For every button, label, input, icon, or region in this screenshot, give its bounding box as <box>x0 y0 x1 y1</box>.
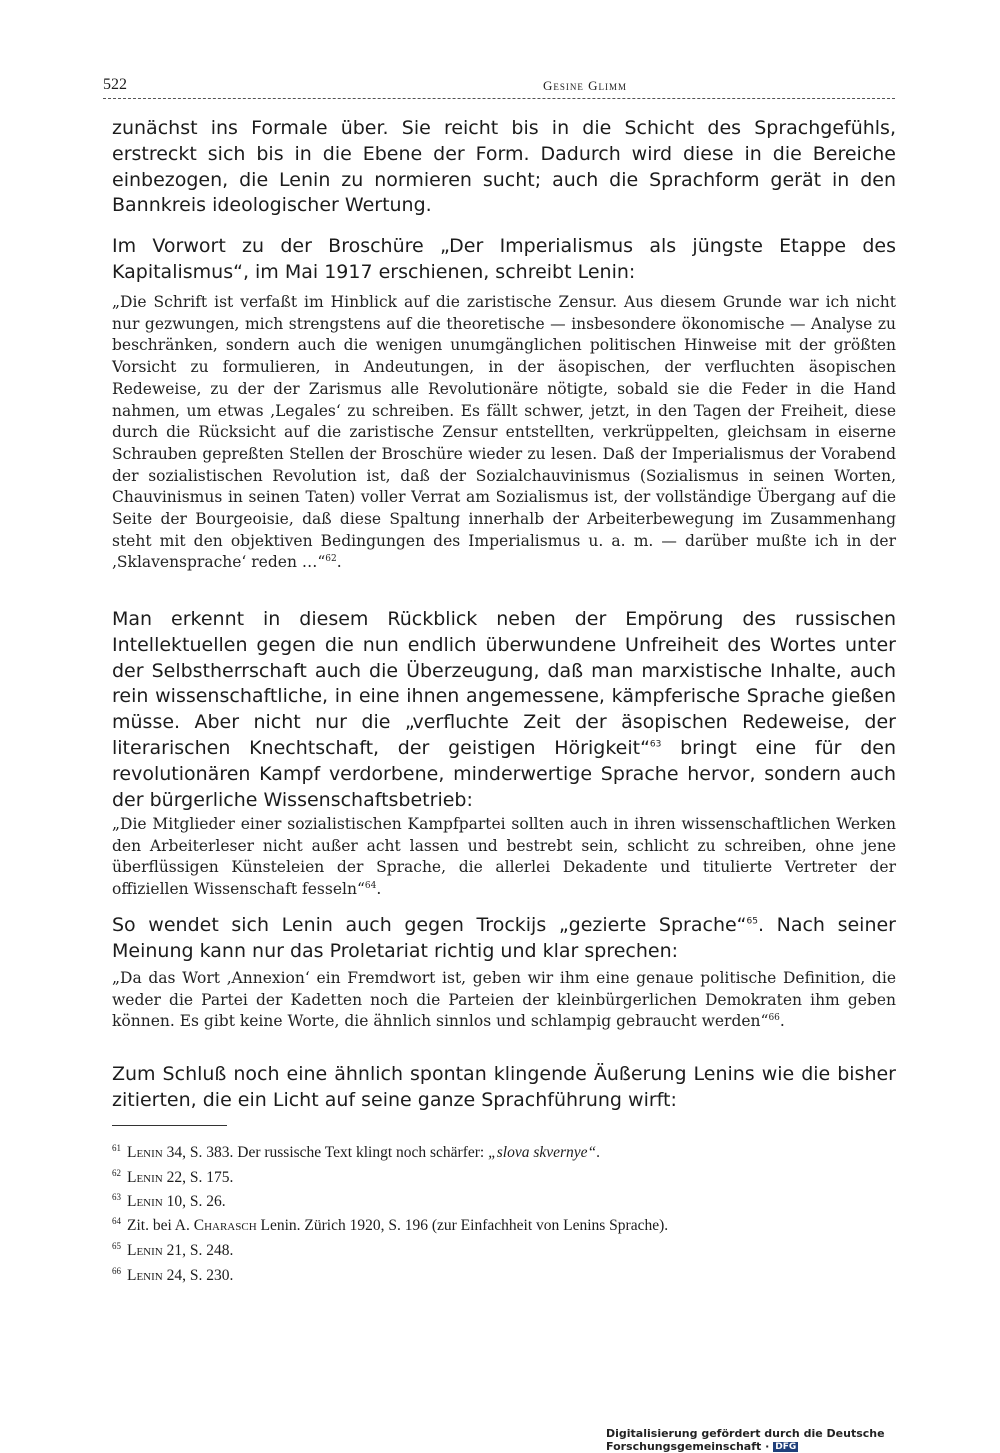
quote-3-text: „Da das Wort ‚Annexion‘ ein Fremdwort ist, geben wir ihm eine genaue politische Definition, die weder die Partei der Kadetten noch die Parteien der kleinbürgerlichen Demokraten ihm geben können. Es gibt keine Worte, die ähnlich sinnlos und schlampig gebraucht werden“ <box>112 969 896 1031</box>
paragraph-4-text-a: So wendet sich Lenin auch gegen Trockijs „gezierte Sprache“ <box>112 914 747 936</box>
credit-text: Digitalisierung gefördert durch die Deutsche Forschungsgemeinschaft · <box>606 1427 885 1453</box>
footnote-61 <box>112 1138 896 1163</box>
footnote-text: 22, S. 175. <box>162 1169 234 1187</box>
footnote-ref-62: 62 <box>325 554 337 565</box>
paragraph-3-text-a: Man erkennt in diesem Rückblick neben der Empörung des russischen Intellektuellen gegen die nun endlich überwundene Unfreiheit des Wortes unter der Selbstherrschaft auch die Überzeugung, daß man marxistische Inhalte, auch rein wissenschaftliche, in eine ihnen angemessene, kämpferische Sprache gießen müsse. Aber nicht nur die „verfluchte Zeit der äsopischen Redeweise, der literarischen Knechtschaft, der geistigen Hörigkeit“ <box>112 608 896 759</box>
footnote-ref-65: 65 <box>746 916 758 927</box>
paragraph-5: Zum Schluß noch eine ähnlich spontan klingende Äußerung Lenins wie die bisher zitierten, die ein Licht auf seine ganze Sprachführung wirft: <box>112 1063 896 1111</box>
footnote-text: 10, S. 26. <box>162 1193 226 1211</box>
footnote-author: Lenin <box>127 1169 163 1187</box>
footnote-62 <box>112 1163 896 1188</box>
footnote-64 <box>112 1211 896 1236</box>
footnote-number: 62 <box>112 1168 121 1178</box>
paragraph-4 <box>112 913 896 965</box>
quote-2: „Die Mitglieder einer sozialistischen Kampfpartei sollten auch in ihren wissenschaftlichen Werken den Arbeiterleser nicht außer acht lassen und bestrebt sein, schlicht zu schreiben, ohne jene überflüssigen Künsteleien der Sprache, die allerlei Dekadente und titulierte Vertreter der offiziellen Wissenschaft fesseln“$^{64}$. <box>112 815 896 899</box>
quote-2-text: „Die Mitglieder einer sozialistischen Kampfpartei sollten auch in ihren wissenschaftlichen Werken den Arbeiterleser nicht außer acht lassen und bestrebt sein, schlicht zu schreiben, ohne jene überflüssigen Künsteleien der Sprache, die allerlei Dekadente und titulierte Vertreter der offiziellen Wissenschaft fesseln“ <box>112 815 896 899</box>
running-head: Gesine Glimm <box>543 78 628 93</box>
paragraph-3 <box>112 607 896 813</box>
page-header <box>103 76 895 100</box>
page-number: 522 <box>103 76 127 93</box>
footnote-text: 34, S. 383. Der russische Text klingt noch schärfer: <box>162 1144 489 1162</box>
footnote-tail: . <box>596 1144 601 1162</box>
footnote-66 <box>112 1261 896 1286</box>
footnote-text: Lenin. Zürich 1920, S. 196 (zur Einfachheit von Lenins Sprache). <box>256 1217 669 1235</box>
footnote-author: Lenin <box>127 1144 163 1162</box>
quote-3: „Da das Wort ‚Annexion‘ ein Fremdwort ist, geben wir ihm eine genaue politische Definition, die weder die Partei der Kadetten noch die Parteien der kleinbürgerlichen Demokraten ihm geben können. Es gibt keine Worte, die ähnlich sinnlos und schlampig gebraucht werden“$^{66}$. <box>112 969 896 1031</box>
digitization-credit <box>606 1427 1000 1453</box>
footnote-ref-63: 63 <box>649 739 662 750</box>
footnote-ref-64: 64 <box>364 880 377 891</box>
footnote-author: Lenin <box>127 1193 163 1211</box>
quote-1: „Die Schrift ist verfaßt im Hinblick auf die zaristische Zensur. Aus diesem Grunde war ich nicht nur gezwungen, mich strengstens auf die theoretische — insbesondere ökonomische — Analyse zu beschränken, sondern auch die wenigen unumgänglichen politischen Hinweise mit der größten Vorsicht zu formulieren, in Andeutungen, in der äsopischen, der verfluchten äsopischen Redeweise, zu der der Zarismus alle Revolutionäre nötigte, sobald sie die Feder in die Hand nahmen, um etwas ‚Legales‘ zu schreiben. Es fällt schwer, jetzt, in den Tagen der Freiheit, diese durch die Rücksicht auf die zaristische Zensur entstellten, verkrüppelten, gleichsam in eiserne Schrauben gepreßten Stellen der Broschüre wieder zu lesen. Daß der Imperialismus der Vorabend der sozialistischen Revolution ist, daß der Sozialchauvinismus (Sozialismus in seinen Worten, Chauvinismus in seinen Taten) voller Verrat am Sozialismus ist, der vollständige Übergang auf die Seite der Bourgeoisie, daß diese Spaltung innerhalb der Arbeiterbewegung im Zusammenhang steht mit den objektiven Bedingungen des Imperialismus u. a. m. — darüber mußte ich in der ‚Sklavensprache‘ reden …“$^{62}$. <box>112 293 896 572</box>
footnote-ref-66: 66 <box>768 1013 780 1024</box>
dfg-logo: DFG <box>775 1442 797 1452</box>
paragraph-4-text-b: . Nach seiner Meinung kann nur das Proletariat richtig und klar sprechen: <box>112 914 896 962</box>
header-rule <box>103 98 895 99</box>
footnote-number: 65 <box>112 1241 121 1251</box>
footnote-author: Lenin <box>127 1267 163 1285</box>
footnote-number: 66 <box>112 1266 121 1276</box>
footnote-65 <box>112 1236 896 1261</box>
footnote-number: 61 <box>112 1143 121 1153</box>
footnote-author: Charasch <box>193 1217 257 1235</box>
paragraph-1: zunächst ins Formale über. Sie reicht bis in die Schicht des Sprachgefühls, erstreckt sich bis in die Ebene der Form. Dadurch wird diese in die Bereiche einbezogen, die Lenin zu normieren sucht; auch die Sprachform gerät in den Bannkreis ideologischer Wertung. <box>112 117 896 217</box>
footnote-text: 21, S. 248. <box>162 1242 234 1260</box>
footnote-prefix: Zit. bei A. <box>127 1217 194 1235</box>
footnote-number: 64 <box>112 1216 121 1226</box>
footnote-author: Lenin <box>127 1242 163 1260</box>
footnote-rule <box>112 1125 227 1126</box>
paragraph-3-text-b: bringt eine für den revolutionären Kampf verdorbene, minderwertige Sprache hervor, sondern auch der bürgerliche Wissenschaftsbetrieb: <box>112 736 896 811</box>
footnote-number: 63 <box>112 1192 121 1202</box>
footnote-63 <box>112 1187 896 1212</box>
footnote-italic: „slova skvernye“ <box>488 1144 597 1162</box>
paragraph-2: Im Vorwort zu der Broschüre „Der Imperialismus als jüngste Etappe des Kapitalismus“, im Mai 1917 erschienen, schreibt Lenin: <box>112 235 896 283</box>
quote-1-text: „Die Schrift ist verfaßt im Hinblick auf die zaristische Zensur. Aus diesem Grunde war ich nicht nur gezwungen, mich strengstens auf die theoretische — insbesondere ökonomische — Analyse zu beschränken, sondern auch die wenigen unumgänglichen politischen Hinweise mit der größten Vorsicht zu formulieren, in Andeutungen, in der äsopischen, der verfluchten äsopischen Redeweise, zu der der Zarismus alle Revolutionäre nötigte, sobald sie die Feder in die Hand nahmen, um etwas ‚Legales‘ zu schreiben. Es fällt schwer, jetzt, in den Tagen der Freiheit, diese durch die Rücksicht auf die zaristische Zensur entstellten, verkrüppelten, gleichsam in eiserne Schrauben gepreßten Stellen der Broschüre wieder zu lesen. Daß der Imperialismus der Vorabend der sozialistischen Revolution ist, daß der Sozialchauvinismus (Sozialismus in seinen Worten, Chauvinismus in seinen Taten) voller Verrat am Sozialismus ist, der vollständige Übergang auf die Seite der Bourgeoisie, daß diese Spaltung innerhalb der Arbeiterbewegung im Zusammenhang steht mit den objektiven Bedingungen des Imperialismus u. a. m. — darüber mußte ich in der ‚Sklavensprache‘ reden …“ <box>112 293 896 572</box>
footnote-text: 24, S. 230. <box>162 1267 234 1285</box>
